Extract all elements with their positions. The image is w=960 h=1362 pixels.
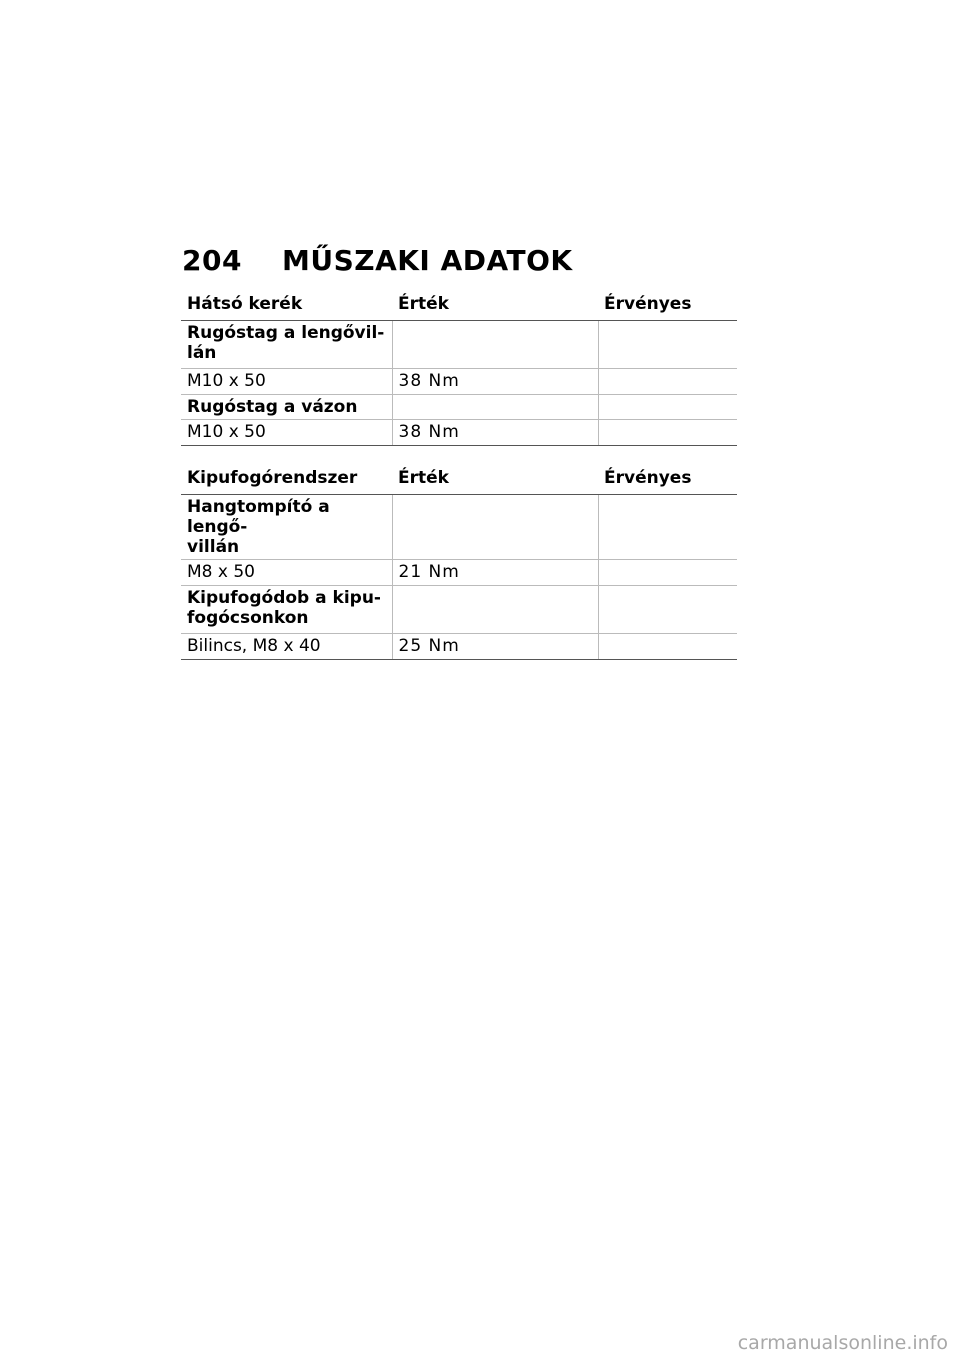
row-valid (598, 419, 737, 445)
row-value (392, 585, 598, 633)
row-label: Hangtompító a lengő- villán (181, 494, 392, 559)
row-label: Kipufogódob a kipu- fogócsonkon (181, 585, 392, 633)
rear-wheel-torque-table (181, 286, 737, 446)
column-header-valid: Érvényes (598, 286, 737, 320)
row-value: 38 Nm (392, 368, 598, 394)
table-header-row (181, 460, 737, 494)
row-label: M8 x 50 (181, 559, 392, 585)
table-row (181, 585, 737, 633)
row-value (392, 320, 598, 368)
row-valid (598, 368, 737, 394)
row-valid (598, 585, 737, 633)
section-title: MŰSZAKI ADATOK (282, 244, 573, 277)
column-header-value: Érték (392, 286, 598, 320)
row-value (392, 494, 598, 559)
row-valid (598, 559, 737, 585)
column-header-component: Hátsó kerék (181, 286, 392, 320)
row-label: M10 x 50 (181, 368, 392, 394)
row-valid (598, 633, 737, 659)
table-row (181, 633, 737, 659)
table-row (181, 320, 737, 368)
column-header-component: Kipufogórendszer (181, 460, 392, 494)
row-label: Rugóstag a vázon (181, 394, 392, 419)
row-value (392, 394, 598, 419)
row-value: 25 Nm (392, 633, 598, 659)
table-row (181, 419, 737, 445)
row-valid (598, 394, 737, 419)
column-header-value: Érték (392, 460, 598, 494)
table-row (181, 394, 737, 419)
row-value: 21 Nm (392, 559, 598, 585)
column-header-valid: Érvényes (598, 460, 737, 494)
row-valid (598, 320, 737, 368)
row-label: M10 x 50 (181, 419, 392, 445)
site-watermark: carmanualsonline.info (737, 1332, 948, 1354)
table-row (181, 559, 737, 585)
page-number: 204 (182, 244, 242, 277)
table-header-row (181, 286, 737, 320)
row-valid (598, 494, 737, 559)
row-label: Rugóstag a lengővil- lán (181, 320, 392, 368)
table-row (181, 368, 737, 394)
page-header (182, 244, 573, 277)
row-value: 38 Nm (392, 419, 598, 445)
exhaust-torque-table (181, 460, 737, 660)
table-row (181, 494, 737, 559)
row-label: Bilincs, M8 x 40 (181, 633, 392, 659)
